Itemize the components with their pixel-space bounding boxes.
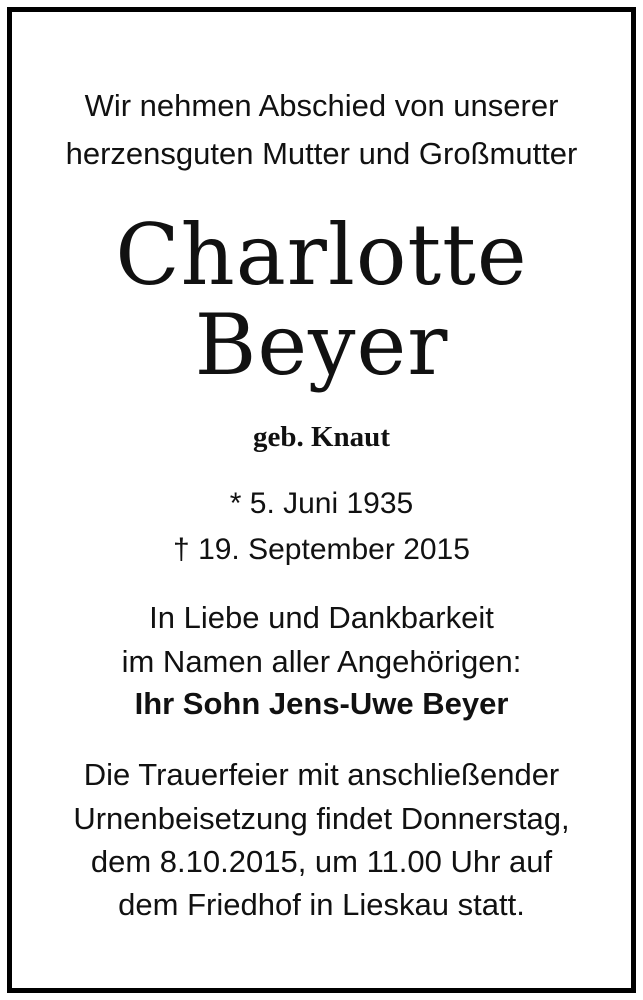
deceased-last-name: Beyer xyxy=(194,296,449,394)
deceased-first-name: Charlotte xyxy=(115,206,528,304)
signature-name: Ihr Sohn Jens-Uwe Beyer xyxy=(134,686,509,721)
signature-line-1: In Liebe und Dankbarkeit xyxy=(149,600,494,635)
intro-line-1: Wir nehmen Abschied von unserer xyxy=(84,88,559,123)
funeral-line-4: dem Friedhof in Lieskau statt. xyxy=(118,887,525,922)
signature-line-2: im Namen aller Angehörigen: xyxy=(121,644,522,679)
funeral-line-1: Die Trauerfeier mit anschließender xyxy=(83,757,560,792)
funeral-line-2: Urnenbeisetzung findet Donnerstag, xyxy=(73,801,570,836)
maiden-name: geb. Knaut xyxy=(253,421,390,453)
death-date: † 19. September 2015 xyxy=(173,533,470,566)
birth-date: * 5. Juni 1935 xyxy=(229,487,414,520)
funeral-line-3: dem 8.10.2015, um 11.00 Uhr auf xyxy=(90,844,553,879)
intro-line-2: herzensguten Mutter und Großmutter xyxy=(65,136,578,171)
